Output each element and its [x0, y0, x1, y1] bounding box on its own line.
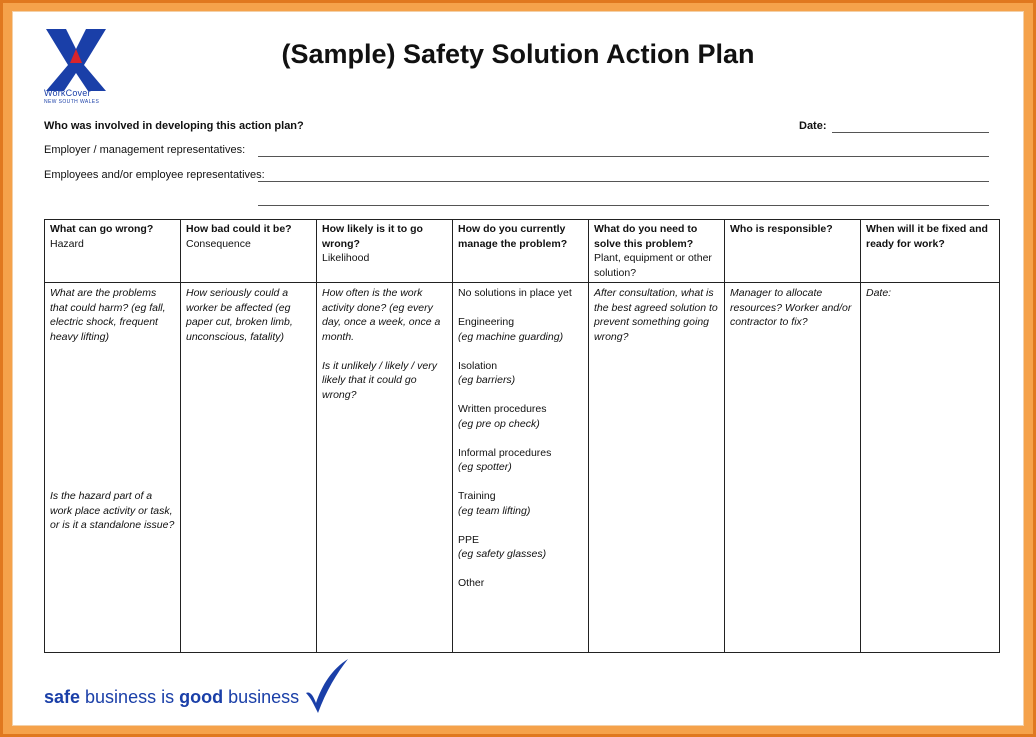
- control-example: (eg pre op check): [458, 417, 540, 430]
- action-plan-table: [44, 219, 1000, 653]
- checkmark-icon: [304, 657, 350, 715]
- header-likelihood: [317, 220, 453, 283]
- control-name: Engineering: [458, 316, 515, 328]
- header-current-management: [453, 220, 589, 283]
- page-title: (Sample) Safety Solution Action Plan: [281, 39, 755, 69]
- cell-responsible[interactable]: [725, 283, 861, 653]
- control-name: PPE: [458, 533, 480, 546]
- header-responsible: [725, 220, 861, 283]
- control-name: Informal procedures: [458, 446, 552, 459]
- spacer: [458, 518, 583, 533]
- likelihood-rating-prompt: Is it unlikely / likely / very likely that it could go wrong?: [322, 359, 437, 401]
- employee-label: Employees and/or employee representatives:: [44, 169, 265, 181]
- involved-label: Who was involved in developing this action plan?: [44, 120, 304, 132]
- header-sub: Consequence: [186, 237, 251, 250]
- control-example: (eg machine guarding): [458, 330, 564, 343]
- control-example: (eg spotter): [458, 461, 512, 473]
- consequence-prompt: How seriously could a worker be affected (eg paper cut, broken limb, unconscious, fatality): [186, 287, 293, 343]
- header-sub: Likelihood: [322, 252, 370, 264]
- header-consequence: [181, 220, 317, 283]
- document-page: [12, 11, 1024, 726]
- spacer: [458, 475, 583, 490]
- spacer: [458, 562, 583, 577]
- header-title: What can go wrong?: [50, 223, 154, 235]
- spacer: [458, 344, 583, 359]
- header-title: Who is responsible?: [730, 223, 833, 235]
- other-text: Other: [458, 577, 485, 589]
- header-title: When will it be fixed and ready for work?: [866, 223, 988, 250]
- slogan-business: business is: [80, 687, 180, 707]
- spacer: [322, 344, 447, 359]
- logo-subtitle: NEW SOUTH WALES: [44, 99, 100, 105]
- likelihood-frequency-prompt: How often is the work activity done? (eg every day, once a week, once a month.: [322, 287, 441, 343]
- cell-hazard[interactable]: [45, 283, 181, 653]
- employee-field-extra-line[interactable]: [258, 205, 989, 206]
- header-fix-date: [861, 220, 1000, 283]
- no-solutions-text: No solutions in place yet: [458, 287, 572, 299]
- header-title: How bad could it be?: [186, 223, 292, 235]
- footer-slogan: [44, 687, 299, 708]
- header-solution: [589, 220, 725, 283]
- header-hazard: [45, 220, 181, 283]
- spacer: [458, 388, 583, 403]
- employee-field[interactable]: [258, 181, 989, 182]
- header-title: What do you need to solve this problem?: [594, 223, 698, 250]
- control-example: (eg safety glasses): [458, 548, 547, 560]
- control-name: Isolation: [458, 359, 498, 372]
- slogan-business-end: business: [223, 687, 300, 707]
- employer-label: Employer / management representatives:: [44, 144, 246, 156]
- cell-consequence[interactable]: [181, 283, 317, 653]
- date-label: Date:: [799, 120, 827, 132]
- control-example: (eg barriers): [458, 374, 516, 386]
- header-sub: Plant, equipment or other solution?: [594, 252, 712, 279]
- control-example: (eg team lifting): [458, 504, 531, 517]
- date-field[interactable]: [832, 132, 989, 133]
- header-sub: Hazard: [50, 237, 84, 250]
- control-name: Written procedures: [458, 403, 547, 415]
- cell-likelihood[interactable]: [317, 283, 453, 653]
- spacer: [458, 431, 583, 446]
- slogan-good: good: [179, 687, 224, 707]
- header-title: How do you currently manage the problem?: [458, 223, 568, 250]
- responsible-prompt: Manager to allocate resources? Worker and/or contractor to fix?: [730, 287, 852, 328]
- logo-name: WorkCover: [44, 88, 91, 98]
- table-header-row: [45, 220, 1000, 283]
- table-row: [45, 283, 1000, 653]
- control-name: Training: [458, 490, 496, 502]
- hazard-prompt: What are the problems that could harm? (eg fall, electric shock, frequent heavy lifting): [50, 287, 166, 343]
- logo-wordmark: [44, 89, 114, 107]
- spacer: [50, 344, 175, 489]
- orange-frame: [3, 3, 1033, 734]
- cell-solution[interactable]: [589, 283, 725, 653]
- fix-date-prompt: Date:: [866, 287, 892, 299]
- hazard-task-prompt: Is the hazard part of a work place activity or task, or is it a standalone issue?: [50, 490, 175, 531]
- spacer: [458, 301, 583, 316]
- employer-field[interactable]: [258, 156, 989, 157]
- cell-current-management[interactable]: [453, 283, 589, 653]
- slogan-safe: safe: [44, 687, 81, 707]
- solution-prompt: After consultation, what is the best agreed solution to prevent something going wrong?: [594, 287, 718, 343]
- cell-fix-date[interactable]: [861, 283, 1000, 653]
- header-title: How likely is it to go wrong?: [322, 223, 423, 250]
